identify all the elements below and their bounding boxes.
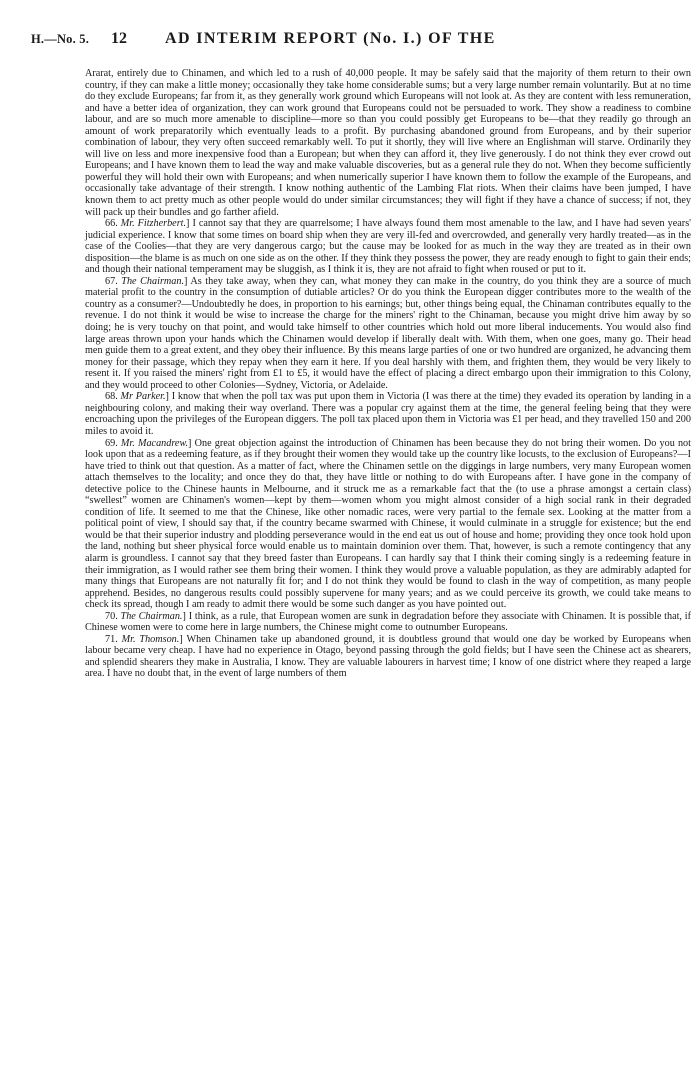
report-body [85,68,691,680]
speaker-name: Mr. Fitzherbert. [120,218,187,230]
paragraph-continued [85,68,691,218]
page-header [31,30,676,54]
question-number: 70. [105,610,118,622]
question-number: 66. [105,218,118,230]
paragraph-text: I know that when the poll tax was put upon them in Victoria (I was there at the time) they evaded its operation by landing in a neighbouring colony, and making their way overland. There was a popular cry against them at the time, the general feeling being that they were encroaching upon the privileges of the European diggers. The poll tax placed upon them in Victoria was £1 per head, and they travelled 150 and 200 miles to avoid it. [85,391,691,437]
paragraph-text: Ararat, entirely due to Chinamen, and which led to a rush of 40,000 people. It may be safely said that the majority of them return to their own country, if they can make a little money; occasionally they take home considerable sums; but a very large number remain voluntarily. But at no time do they exclude Europeans; far from it, as they generally work ground which Europeans will not look at. As they are content with less remuneration, and have a better idea of organization, they can work ground that Europeans could not be persuaded to work. They show a readiness to combine labour, and are so much more amenable to discipline—more so than you could possibly get Europeans to be—that they readily go through an amount of work preparatorily which eventually leads to a profit. By purchasing abandoned ground from Europeans, and by their superior combination of labour, they very often succeed remarkably well. To put it shortly, they will live where an Englishman will starve. Ordinarily they will live on less and more inexpensive food than a European; but when they can afford it, they live generously. I do not think they ever crowd out Europeans; and I have known them to lead the way and make valuable discoveries, but as a general rule they do not. When they become sufficiently powerful they will hold their own with Europeans; and when numerically superior I have known them to follow the example of the Europeans, and occasionally take advantage of their strength. I know nothing authentic of the Lambing Flat riots. When their claims have been jumped, I have known them to act pretty much as other people would do under similar circumstances; they will fight if they have a chance of success; if not, they will pack up their bundles and go farther afield. [85,68,691,218]
page-number: 12 [111,30,127,47]
question-69: 69. Mr. Macandrew.] One great objection against the introduction of Chinamen has been because they do not bring their women. Do you not look upon that as a redeeming feature, as if they brought their women they would take up the country like locusts, to the exclusion of Europeans?—I have tried to think out that question. As a matter of fact, where the Chinamen settle on the diggings in large numbers, very many European women attach themselves to the locality; and once they do that, they have little or nothing to do with Europeans after. I have gone in the company of detective police to the Chinese haunts in Melbourne, and it struck me as a remarkable fact that the (to use a phrase amongst a certain class) “swellest” women are Chinamen's women—kept by them—women whom you might almost consider of a high social rank in their degraded condition of life. It seemed to me that the Chinese, like other nomadic races, were very partial to the female sex. Looking at the matter from a political point of view, I should say that, if the country became swarmed with Chinese, it would culminate in a struggle for existence; but the end would be that their superior industry and plodding perseverance would in the end eat us out of house and home; providing they once took hold upon the land, nothing but sheer physical force would enable us to maintain dominion over them. That, however, is such a remote contingency that any alarm is groundless. I cannot say that they breed faster than Europeans. I can hardly say that I think their coming singly is a redeeming feature in their immigration, as I would rather see them bring their women. I think they would prove a valuable population, as they are admirably adapted for many things that Europeans are not naturally fit for; and I do not think they would be found to clash in the way of competition, as many people apprehend. Besides, no dangerous results could possibly supervene for many years; and as we could perceive its growth, we could take means to check its spread, though I am ready to admit there would be some such danger as you have pointed out. [85,437,691,611]
question-number: 67. [105,275,118,287]
question-70: 70. The Chairman.] I think, as a rule, that European women are sunk in degradation before they associate with Chinamen. It is possible that, if Chinese women were to come here in large numbers, the Chinese might come to outnumber Europeans. [85,610,691,634]
question-67: 67. The Chairman.] As they take away, when they can, what money they can make in the country, do you think they are a source of much material profit to the country in the consumption of dutiable articles? Or do you think the European digger contributes more to the wealth of the country as a consumer?—Undoubtedly he does, in proportion to his earnings; but, other things being equal, the Chinaman contributes equally to the revenue. I do not think it would be wise to increase the charge for the miners' right to the Chinaman, because you might drive him away by so doing; he is very touchy on that point, and would take himself to other countries which hold out more liberal inducements. You would also find large areas thrown upon your hands which the Chinamen would develop if liberally dealt with. With them, when one goes, many go. Their head men guide them to a great extent, and they obey their influence. By this means large parties of one or two hundred are organized, he advancing them money for their passage, which they repay when they earn it here. If you deal harshly with them, and frighten them, they would be very likely to resent it. If you raised the miners' right from £1 to £5, it would have the effect of placing a direct embargo upon their immigration to this Colony, and they would proceed to other Colonies—Sydney, Victoria, or Adelaide. [85,275,691,391]
paragraph-text: I cannot say that they are quarrelsome; I have always found them most amenable to the law, and I have had seven years' judicial experience. I know that some times on board ship when they are very ill-fed and overcrowded, and generally very hardly treated—as in the case of the Coolies—that they are very dangerous cargo; but the cause may be looked for as much in the way they are treated as in their own disposition—the blame is as much on one side as on the other. If they think they possess the power, they are ready enough to fight to gain their ends; and though their national temperament may be sluggish, as I think it is, they are not afraid to fight when roused or put to it. [85,218,691,276]
question-number: 71. [105,633,118,645]
question-66: 66. Mr. Fitzherbert.] I cannot say that they are quarrelsome; I have always found them most amenable to the law, and I have had seven years' judicial experience. I know that some times on board ship when they are very ill-fed and overcrowded, and generally very hardly treated—as in the case of the Coolies—that they are very dangerous cargo; but the cause may be looked for as much in the way they are treated as in their own disposition—the blame is as much on one side as on the other. If they think they possess the power, they are ready enough to fight to gain their ends; and though their national temperament may be sluggish, as I think it is, they are not afraid to fight when roused or put to it. [85,218,691,276]
document-reference: H.—No. 5. [31,32,90,46]
question-71: 71. Mr. Thomson.] When Chinamen take up abandoned ground, it is doubtless ground that would one day be worked by Europeans when labour became very cheap. I have had no experience in Otago, beyond passing through the gold fields; but I have seen the Chinese act as shearers, and splendid shearers they make in Australia, I know. They are valuable labourers in harvest time; I know of one district where they reaped a large area. I have no doubt that, in the event of large numbers of them [85,633,692,680]
speaker-name: Mr. Macandrew. [120,437,189,449]
question-number: 69. [105,437,118,449]
speaker-name: Mr Parker. [120,391,166,403]
question-number: 68. [105,391,118,403]
paragraph-text: As they take away, when they can, what money they can make in the country, do you think they are a source of much material profit to the country in the consumption of dutiable articles? Or do you think the European digger contributes more to the wealth of the country as a consumer?—Undoubtedly he does, in proportion to his earnings; but, other things being equal, the Chinaman contributes equally to the revenue. I do not think it would be wise to increase the charge for the miners' right to the Chinaman, because you might drive him away by so doing; he is very touchy on that point, and would take himself to other countries which hold out more liberal inducements. You would also find large areas thrown upon your hands which the Chinamen would develop if liberally dealt with. With them, when one goes, many go. Their head men guide them to a great extent, and they obey their influence. By this means large parties of one or two hundred are organized, he advancing them money for their passage, which they repay when they earn it here. If you deal harshly with them, and frighten them, they would be very likely to resent it. If you raised the miners' right from £1 to £5, it would have the effect of placing a direct embargo upon their immigration to this Colony, and they would proceed to other Colonies—Sydney, Victoria, or Adelaide. [85,275,691,391]
speaker-name: Mr. Thomson. [121,633,180,645]
paragraph-text: I think, as a rule, that European women are sunk in degradation before they associate with Chinamen. It is possible that, if Chinese women were to come here in large numbers, the Chinese might come to outnumber Europeans. [85,610,691,634]
speaker-name: The Chairman. [120,610,183,622]
question-68: 68. Mr Parker.] I know that when the poll tax was put upon them in Victoria (I was there at the time) they evaded its operation by landing in a neighbouring colony, and making their way overland. There was a popular cry against them at the time, the general feeling being that they were encroaching upon the privileges of the European diggers. The poll tax placed upon them in Victoria was £1 per head, and they travelled 150 and 200 miles to avoid it. [85,391,691,437]
paragraph-text: One great objection against the introduction of Chinamen has been because they do not bring their women. Do you not look upon that as a redeeming feature, as if they brought their women they would take up the country like locusts, to the exclusion of Europeans?—I have tried to think out that question. As a matter of fact, where the Chinamen settle on the diggings in large numbers, very many European women attach themselves to the locality; and once they do that, they have little or nothing to do with Europeans after. I have gone in the company of detective police to the Chinese haunts in Melbourne, and it struck me as a remarkable fact that the (to use a phrase amongst a certain class) “swellest” women are Chinamen's women—kept by them—women whom you might almost consider of a high social rank in their degraded condition of life. It seemed to me that the Chinese, like other nomadic races, were very partial to the female sex. Looking at the matter from a political point of view, I should say that, if the country became swarmed with Chinese, it would culminate in a struggle for existence; but the end would be that their superior industry and plodding perseverance would in the end eat us out of house and home; providing they once took hold upon the land, nothing but sheer physical force would enable us to maintain dominion over them. That, however, is such a remote contingency that any alarm is groundless. I cannot say that they breed faster than Europeans. I can hardly say that I think their coming singly is a redeeming feature in their immigration, as I would rather see them bring their women. I think they would prove a valuable population, as they are admirably adapted for many things that Europeans are not naturally fit for; and I do not think they would be found to clash in the way of competition, as many people apprehend. Besides, no dangerous results could possibly supervene for many years; and as we could perceive its growth, we could take means to check its spread, though I am ready to admit there would be some such danger as you have pointed out. [85,437,691,611]
speaker-name: The Chairman. [121,275,185,287]
running-title: AD INTERIM REPORT (No. I.) OF THE [165,30,496,47]
paragraph-text: When Chinamen take up abandoned ground, it is doubtless ground that would one day be worked by Europeans when labour became very cheap. I have had no experience in Otago, beyond passing through the gold fields; but I have seen the Chinese act as shearers, and splendid shearers they make in Australia, I know. They are valuable labourers in harvest time; I know of one district where they reaped a large area. I have no doubt that, in the event of large numbers of them [85,633,692,680]
